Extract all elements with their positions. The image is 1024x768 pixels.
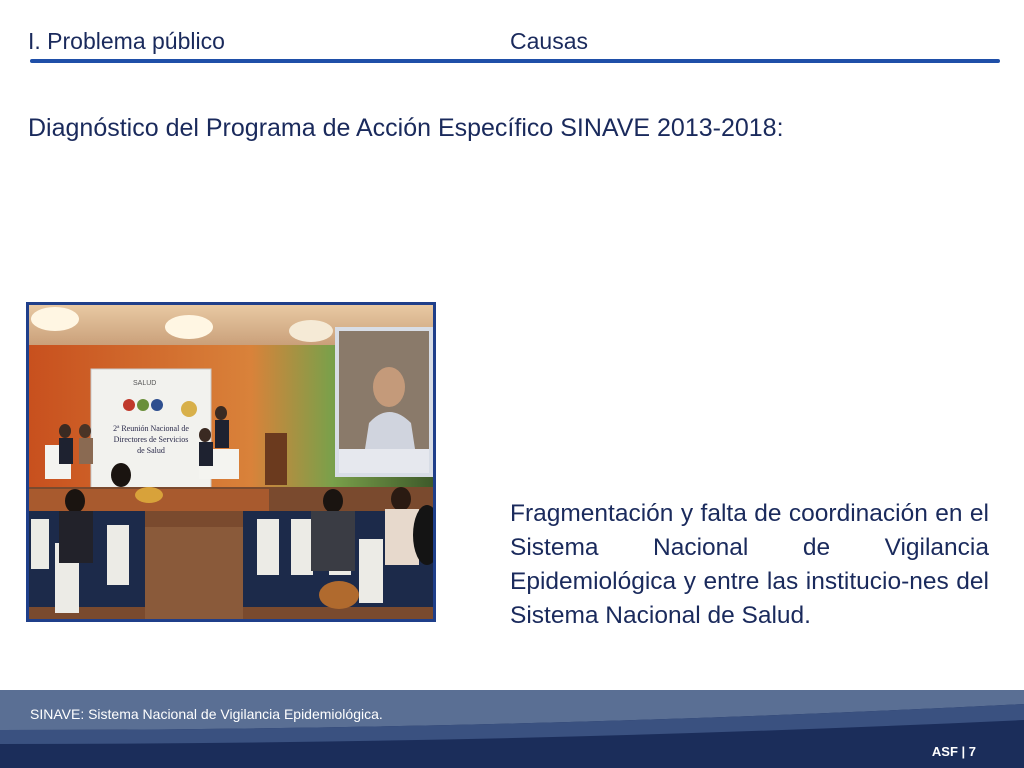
banner-line-1: 2ª Reunión Nacional de	[113, 424, 189, 433]
banner-logo-text: SALUD	[133, 380, 157, 387]
event-photo	[26, 302, 436, 622]
header-rule	[30, 59, 1000, 63]
banner-line-2: Directores de Servicios	[113, 435, 189, 444]
footer-band	[0, 690, 1024, 768]
slide-subtitle: Diagnóstico del Programa de Acción Específico SINAVE 2013-2018:	[28, 114, 784, 142]
page-number: ASF | 7	[931, 744, 976, 759]
banner-line-3: de Salud	[137, 446, 165, 455]
section-title: I. Problema público	[28, 28, 225, 54]
topic-label: Causas	[510, 28, 588, 54]
finding-text: Fragmentación y falta de coordinación en el Sistema Nacional de Vigilancia Epidemiológica y entre las institucio-nes del Sistema Nacional de Salud.	[510, 500, 989, 629]
footnote: SINAVE: Sistema Nacional de Vigilancia Epidemiológica.	[30, 706, 383, 722]
